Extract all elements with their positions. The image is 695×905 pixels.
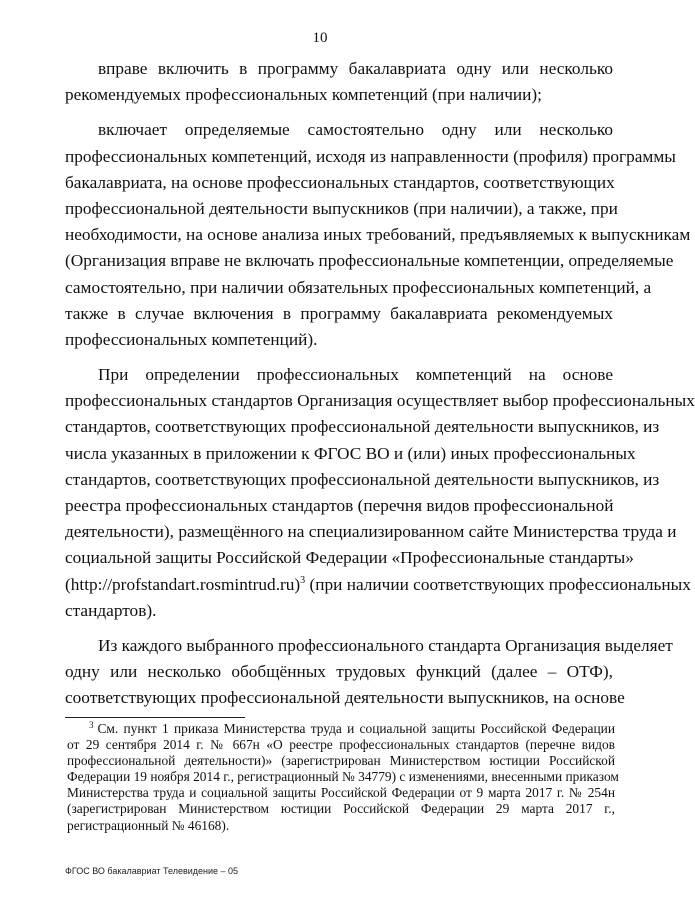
text-line-content: (http://profstandart.rosmintrud.ru): [65, 574, 301, 594]
footnote-marker: 3: [89, 719, 94, 730]
text-line: [65, 659, 613, 685]
text-line: [65, 572, 691, 598]
page-number: 10: [312, 30, 328, 46]
text-line: [65, 222, 691, 248]
text-line: [65, 275, 652, 301]
text-line: [65, 144, 676, 170]
text-line: [65, 56, 613, 82]
text-line-content: одну или несколько обобщённых трудовых функций (далее – ОТФ),: [65, 662, 613, 682]
text-line-content: Из каждого выбранного профессионального стандарта Организация выделяет: [98, 635, 673, 655]
footnote-line: [67, 753, 615, 769]
text-line: [65, 362, 613, 388]
text-line-content: рекомендуемых профессиональных компетенций (при наличии);: [65, 85, 542, 105]
footnote-line: [67, 801, 615, 817]
footnote-line-content: См. пункт 1 приказа Министерства труда и социальной защиты Российской Федерации: [97, 721, 615, 736]
footnote-separator: [65, 717, 245, 718]
footnote-line: [67, 769, 619, 785]
text-line-content: включает определяемые самостоятельно одну или несколько: [98, 120, 613, 140]
text-line: [65, 248, 674, 274]
text-line-content: профессиональных компетенций).: [65, 329, 318, 349]
footnote-reference: 3: [300, 574, 306, 586]
footnote-line-content: профессиональной деятельности)» (зарегистрирован Министерством юстиции Российской: [67, 753, 615, 769]
text-line-content: самостоятельно, при наличии обязательных профессиональных компетенций, а: [65, 277, 652, 297]
text-line: [65, 519, 677, 545]
footnote-line-content: Министерства труда и социальной защиты Российской Федерации от 9 марта 2017 г. № 254н: [67, 785, 615, 801]
text-line: [65, 327, 613, 353]
footnote-line: [67, 721, 615, 737]
paragraph-gap: [65, 353, 613, 362]
text-line-content: стандартов, соответствующих профессиональной деятельности выпускников, из: [65, 469, 660, 489]
text-line-content: необходимости, на основе анализа иных требований, предъявляемых к выпускникам: [65, 225, 691, 245]
text-line: [65, 414, 660, 440]
text-line-content: (Организация вправе не включать профессиональные компетенции, определяемые: [65, 251, 674, 271]
body-text: [65, 56, 695, 712]
paragraph-gap: [65, 624, 613, 633]
text-line-content: бакалавриата, на основе профессиональных стандартов, соответствующих: [65, 172, 615, 192]
text-line: [65, 170, 613, 196]
text-line-content: вправе включить в программу бакалавриата одну или несколько: [98, 59, 613, 78]
text-line-continuation: (при наличии соответствующих профессиональных: [305, 574, 691, 594]
text-line-content: социальной защиты Российской Федерации «Профессиональные стандарты»: [65, 548, 634, 568]
footnote-line-content: Федерации 19 ноября 2014 г., регистрационный № 34779) с изменениями, внесенными приказом: [67, 769, 619, 785]
text-line-content: соответствующих профессиональной деятельности выпускников, на основе: [65, 688, 625, 708]
text-line: [65, 545, 634, 571]
text-line: [65, 82, 613, 108]
text-line-content: стандартов).: [65, 600, 157, 620]
text-line-content: деятельности), размещённого на специализированном сайте Министерства труда и: [65, 522, 677, 542]
text-line-content: реестра профессиональных стандартов (перечня видов профессиональной: [65, 496, 614, 515]
text-line: [65, 388, 695, 414]
text-line: [65, 685, 625, 711]
text-line-content: также в случае включения в программу бакалавриата рекомендуемых: [65, 303, 613, 323]
text-line: [65, 441, 636, 467]
footnote-line: [67, 737, 615, 753]
paragraph-gap: [65, 108, 613, 117]
document-footer: ФГОС ВО бакалавриат Телевидение – 05: [65, 866, 239, 876]
text-line-content: При определении профессиональных компетенций на основе: [98, 365, 613, 385]
text-line: [65, 301, 613, 327]
text-line-content: числа указанных в приложении к ФГОС ВО и (или) иных профессиональных: [65, 443, 636, 463]
text-line-content: профессиональных стандартов Организация осуществляет выбор профессиональных: [65, 391, 695, 411]
footnote-line: [67, 818, 615, 834]
text-line-content: профессиональных компетенций, исходя из направленности (профиля) программы: [65, 146, 676, 166]
footnote-line-content: от 29 сентября 2014 г. № 667н «О реестре профессиональных стандартов (перечне видов: [67, 737, 615, 753]
text-line: [65, 467, 660, 493]
footnote-line-content: (зарегистрирован Министерством юстиции Российской Федерации 29 марта 2017 г.,: [67, 801, 615, 817]
text-line-content: профессиональной деятельности выпускников (при наличии), а также, при: [65, 198, 618, 218]
text-line: [65, 117, 613, 143]
text-line: [65, 598, 613, 624]
footnote-line-content: регистрационный № 46168).: [67, 817, 230, 833]
text-line-content: стандартов, соответствующих профессиональной деятельности выпускников, из: [65, 417, 660, 437]
footnote-line: [67, 785, 615, 801]
text-line: [65, 493, 613, 519]
footnote: [67, 719, 619, 834]
text-line: [65, 196, 618, 222]
text-line: [65, 633, 673, 659]
